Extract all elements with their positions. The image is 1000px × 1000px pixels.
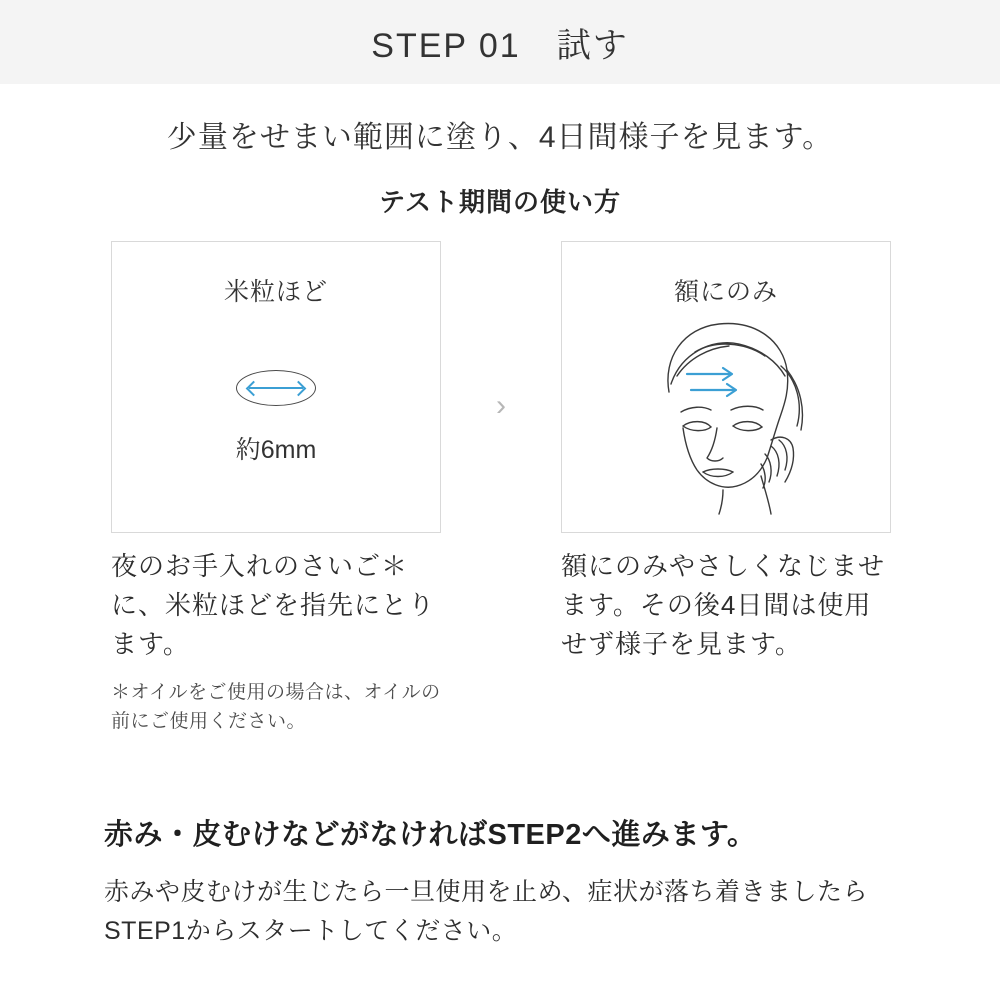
caption-forehead: 額にのみやさしくなじませます。その後4日間は使用せず様子を見ます。: [561, 551, 886, 659]
footer-block: [104, 812, 900, 951]
note-oil: ＊オイルをご使用の場合は、オイルの前にご使用ください。: [111, 682, 441, 733]
panel-title-forehead: 額にのみ: [673, 278, 778, 306]
steps-columns: [0, 241, 1000, 737]
column-rice-grain: [111, 241, 441, 737]
column-forehead: [561, 241, 891, 664]
grain-ellipse: [236, 370, 316, 406]
panel-title-rice: 米粒ほど: [223, 278, 328, 306]
face-illustration: [611, 300, 841, 520]
rice-grain-icon: [112, 370, 440, 411]
measure-label: 約6mm: [235, 436, 317, 464]
step-separator: [441, 241, 561, 421]
header-bar: [0, 0, 1000, 84]
illustration-panel-rice: [111, 241, 441, 533]
footer-headline: 赤み・皮むけなどがなければSTEP2へ進みます。: [104, 819, 757, 851]
double-arrow-icon: [249, 387, 303, 389]
illustration-panel-face: [561, 241, 891, 533]
section-subheading: テスト期間の使い方: [379, 187, 621, 217]
lead-text: 少量をせまい範囲に塗り、4日間様子を見ます。: [166, 121, 834, 154]
page-title: STEP 01 試す: [371, 26, 629, 65]
footer-body-text: 赤みや皮むけが生じたら一旦使用を止め、症状が落ち着きましたらSTEP1からスタートしてください。: [104, 878, 869, 945]
caption-rice: 夜のお手入れのさいご＊に、米粒ほどを指先にとります。: [111, 551, 436, 659]
chevron-right-icon: ›: [496, 389, 506, 422]
